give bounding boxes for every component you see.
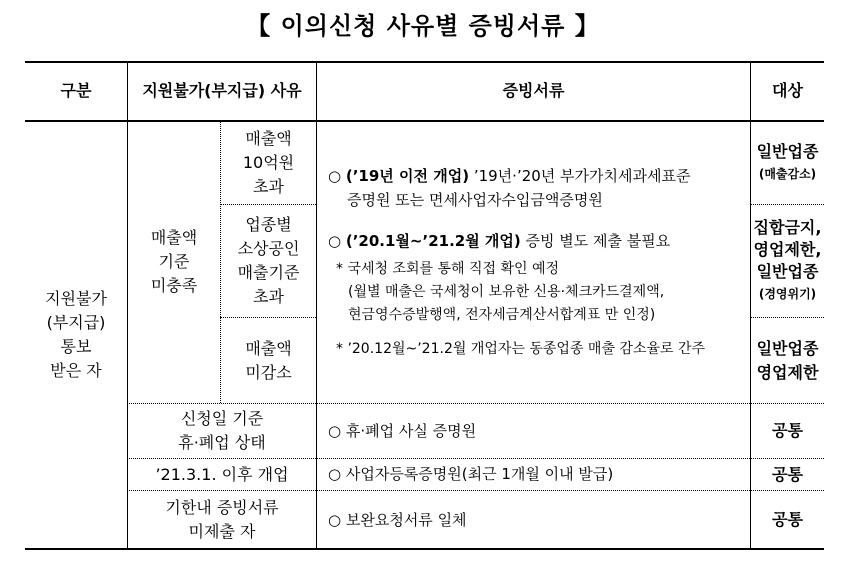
reason-line: 신청일 기준 [180,409,264,428]
group-label [25,121,127,548]
group-label-line: (부지급) [46,312,106,332]
reason-line: 매출액 [245,128,292,148]
target-common: 공통 [772,509,803,529]
reason-line: 초과 [253,176,284,196]
group-label-line: 받은 자 [50,360,102,380]
reason-line: 매출액 [245,338,292,358]
reason-line: 업종별 [245,215,292,234]
doc-item-2-text: 증빙 별도 제출 불필요 [520,232,671,250]
target-sub-line: (경영위기) [758,287,817,301]
target-common: 공통 [772,421,803,440]
note-2: * ’20.12월~’21.2월 개업자는 동종업종 매출 감소율로 간주 [336,341,706,357]
reason-line: 기한내 증빙서류 [165,497,279,517]
reason-line: 소상공인 [237,239,300,258]
reason-line: 휴·폐업 상태 [178,433,266,452]
target-line: 일반업종 [756,338,819,358]
bullet-icon: ○ [328,167,342,185]
sales-criteria-label [128,121,220,403]
target-common: 공통 [772,464,803,484]
doc-business-registration: ○ 사업자등록증명원(최근 1개월 이내 발급) [328,465,614,483]
reason-opened-after [128,459,316,490]
target-line: 영업제한 [756,362,819,382]
target-line: 일반업종 [756,262,819,281]
reason-line: ’21.3.1. 이후 개업 [155,464,289,484]
table-bottom-border [25,548,824,550]
sales-criteria-line: 미충족 [150,276,198,295]
sales-criteria-line: 기준 [158,252,190,271]
doc-supplementary: ○ 보완요청서류 일체 [328,511,467,529]
target-general-restricted [751,318,824,403]
doc-closed-business: ○ 휴·폐업 사실 증명원 [328,422,477,440]
target-line: 영업제한, [753,240,822,259]
reason-line: 매출기준 [237,263,300,282]
target-general-industry [751,121,824,204]
column-divider [316,62,317,548]
doc-item-1-text: ’19년·’20년 부가가치세과세표준 [469,167,691,185]
reason-sales-over-1b [221,121,316,204]
bullet-icon: ○ [328,232,342,250]
target-restricted-business [751,205,824,317]
target-sub-line: (매출감소) [758,166,817,181]
doc-item-2-bold: (’20.1월~’21.2월 개업) [345,232,521,250]
doc-item-2 [328,230,670,252]
sales-criteria-line: 매출액 [150,228,198,247]
doc-item-1-bold: (’19년 이전 개업) [345,167,470,185]
page-title: 【 이의신청 사유별 증빙서류 】 [246,12,600,40]
note-1-line3: 현금영수증발행액, 전자세금계산서합계표 만 인정) [348,307,656,323]
doc-item-1-line2: 증명원 또는 면세사업자수입금액증명원 [347,191,603,209]
reason-no-sales-decrease [221,318,316,403]
note-1-line1: * 국세청 조회를 통해 직접 확인 예정 [336,261,560,277]
reason-line: 초과 [253,287,284,306]
reason-line: 미감소 [245,362,292,382]
doc-item-1 [328,165,690,187]
reason-closed-business [128,404,316,458]
group-label-line: 통보 [60,336,92,356]
note-1-line2: (월별 매출은 국세청이 보유한 신용·체크카드결제액, [348,284,665,300]
header-reason: 지원불가(부지급) 사유 [142,81,302,100]
reason-line: 미제출 자 [188,521,256,541]
header-category: 구분 [60,81,92,100]
group-label-line: 지원불가 [45,288,107,308]
reason-industry-criteria [221,205,316,317]
reason-missing-documents [128,491,316,548]
header-target: 대상 [772,81,803,100]
header-documents: 증빙서류 [502,81,565,100]
reason-line: 10억원 [242,152,295,172]
target-line: 일반업종 [756,141,819,161]
target-line: 집합금지, [753,218,822,237]
